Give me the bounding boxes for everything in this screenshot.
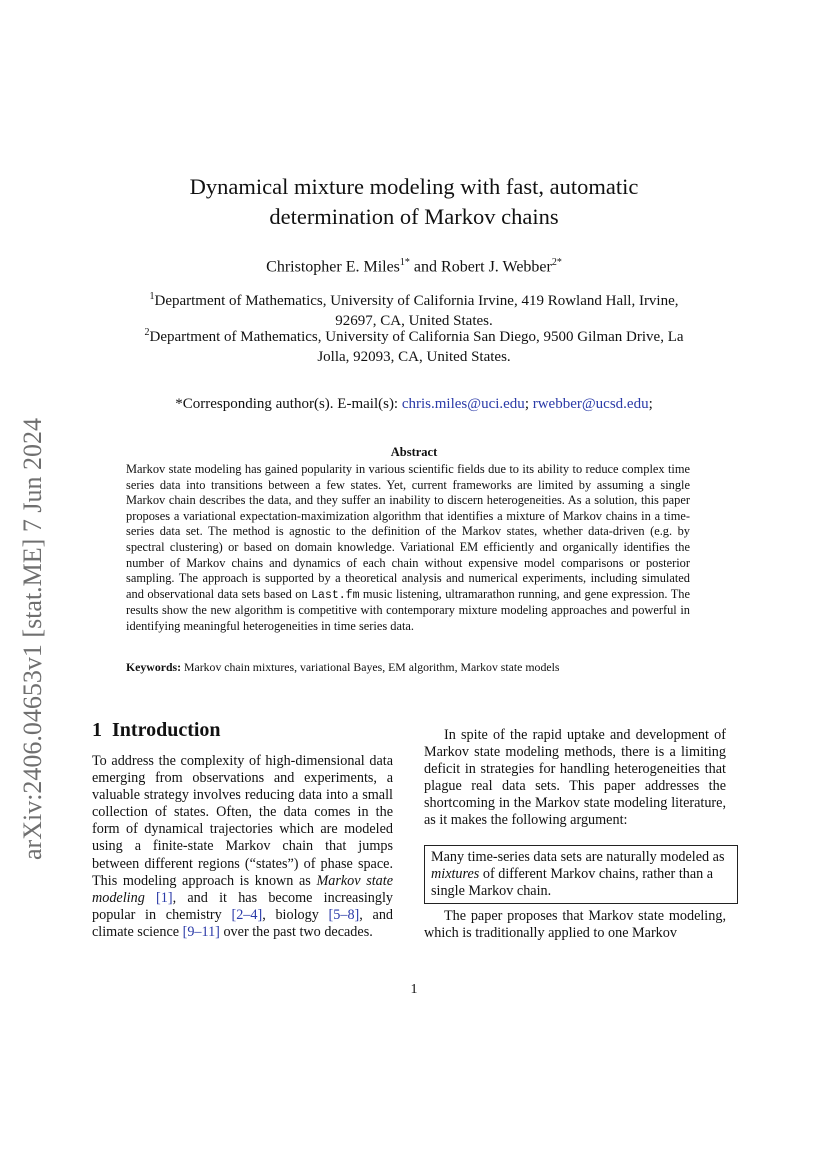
abstract-text [126, 462, 690, 635]
page-number: 1 [410, 982, 418, 997]
citation-link-3[interactable]: [5–8] [328, 906, 360, 923]
title-line-1: Dynamical mixture modeling with fast, automatic [189, 174, 639, 199]
section-heading [92, 719, 221, 742]
keywords [126, 660, 696, 675]
author-2: Robert J. Webber [441, 258, 552, 276]
left-column [92, 753, 393, 941]
email-separator: ; [524, 396, 529, 412]
citation-link-1[interactable]: [1] [156, 889, 173, 906]
left-p1e: over the past two decades. [223, 923, 373, 940]
affiliation-1-sup: 1 [149, 291, 155, 302]
corresponding-prefix: *Corresponding author(s). E-mail(s): [175, 396, 399, 412]
section-number: 1 [92, 719, 102, 741]
boxed-argument [424, 845, 738, 904]
left-p1b: , and it has become increasingly popular in chemistry [92, 889, 394, 923]
keywords-label: Keywords: [126, 660, 182, 674]
box-emphasis: mixtures [431, 866, 480, 882]
keywords-list: Markov chain mixtures, variational Bayes, EM algorithm, Markov state models [184, 660, 560, 674]
left-p1c: , biology [262, 906, 319, 923]
author-list [120, 257, 708, 276]
email-link-2[interactable]: rwebber@ucsd.edu [532, 396, 649, 412]
author-conjunction: and [413, 258, 438, 276]
section-title: Introduction [112, 719, 221, 741]
affiliation-2 [108, 323, 720, 367]
arxiv-identifier: arXiv:2406.04653v1 [stat.ME] 7 Jun 2024 [18, 418, 47, 860]
citation-link-2[interactable]: [2–4] [231, 906, 263, 923]
affiliation-2-line1: Department of Mathematics, University of California San Diego, 9500 Gilman Drive, La [149, 329, 684, 345]
abstract-heading: Abstract [390, 445, 438, 459]
corresponding-author [120, 396, 708, 413]
abstract-mono-term: Last.fm [311, 588, 360, 602]
box-text-b: of different Markov chains, rather than a single Markov chain. [431, 866, 714, 899]
left-p1-emphasis: Markov state modeling [92, 872, 393, 906]
email-end: ; [648, 396, 653, 412]
email-link-1[interactable]: chris.miles@uci.edu [401, 396, 525, 412]
affiliation-2-sup: 2 [144, 327, 150, 338]
title-line-2: determination of Markov chains [269, 204, 559, 229]
left-p1a: To address the complexity of high-dimensional data emerging from observations and experiments, a valuable strategy involves reducing data into a small collection of states. Often, the data comes in the form of dynamical trajectories which are modeled using a finite-state Markov chain that jumps between different regions (“states”) of phase space. This modeling approach is known as [92, 753, 393, 889]
paper-title [120, 172, 708, 232]
author-1: Christopher E. Miles [266, 258, 400, 276]
affiliation-1-line1: Department of Mathematics, University of California Irvine, 419 Rowland Hall, Irvine, [154, 293, 679, 309]
right-paragraph-1: In spite of the rapid uptake and development of Markov state modeling methods, there is a limiting deficit in strategies for handling heterogeneities that plague real data sets. This paper addresses the shortcoming in the Markov state modeling literature, as it makes the following argument: [424, 727, 726, 829]
abstract-part-1: Markov state modeling has gained popularity in various scientific fields due to its ability to reduce complex time series data into transitions between a few states. Yet, current frameworks are limited by assuming a single Markov chain describes the data, and they suffer an inability to discern heterogeneities. As a solution, this paper proposes a variational expectation-maximization algorithm that identifies a mixture of Markov chains in a time-series data set. The method is agnostic to the definition of the Markov states, whether data-driven (e.g. by spectral clustering) or based on domain knowledge. Variational EM efficiently and organically identifies the number of Markov chains and dynamics of each chain without expensive model comparisons or posterior sampling. The approach is supported by a theoretical analysis and numerical experiments, including simulated and observational data sets based on [126, 462, 690, 601]
affiliation-2-line2: Jolla, 92093, CA, United States. [317, 349, 511, 365]
abstract-part-2: music listening, ultramarathon running, and gene expression. The results show the new algorithm is competitive with contemporary mixture modeling approaches and powerful in identifying meaningful heterogeneities in time series data. [126, 586, 690, 633]
citation-link-4[interactable]: [9–11] [182, 923, 220, 940]
affiliation-1-line2: 92697, CA, United States. [335, 313, 493, 329]
author-2-sup: 2* [551, 257, 562, 268]
author-1-sup: 1* [399, 257, 410, 268]
box-text-a: Many time-series data sets are naturally modeled as [431, 849, 725, 865]
left-p1d: , and climate science [92, 906, 394, 940]
right-paragraph-2: The paper proposes that Markov state modeling, which is traditionally applied to one Markov [424, 908, 726, 942]
